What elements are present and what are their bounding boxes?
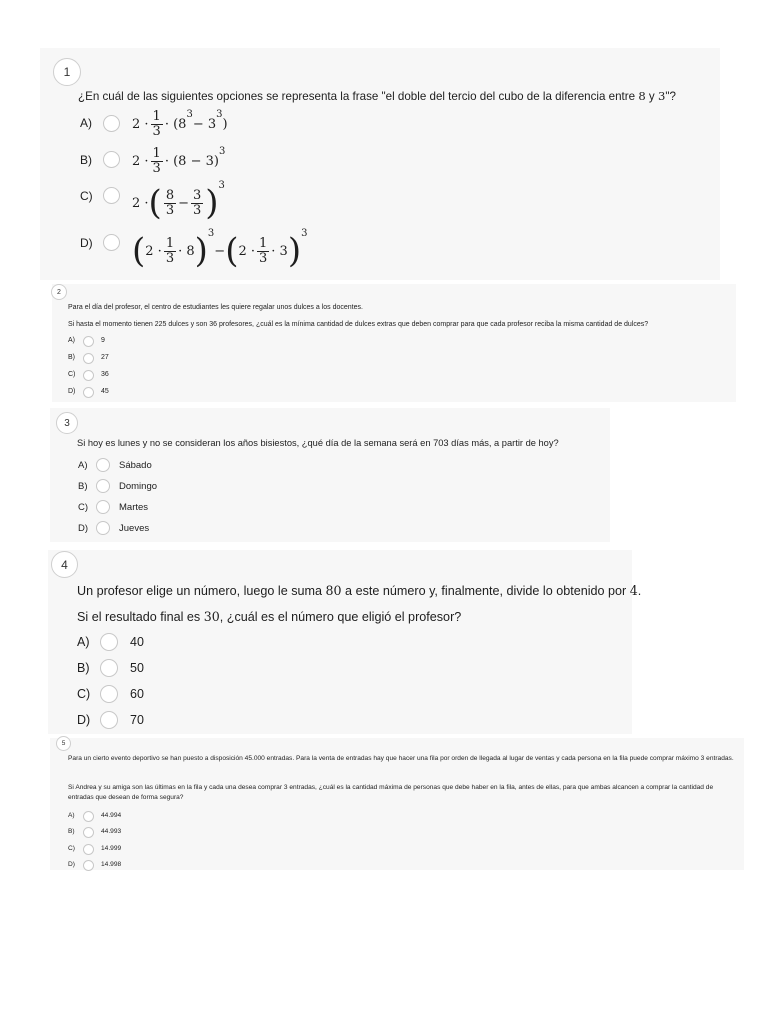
option-math: 2 · ( $\frac{8}{3}$ − $\frac{3}{3}$ ) 3	[132, 179, 225, 223]
radio-button[interactable]	[83, 387, 94, 398]
question-text: Si hasta el momento tienen 225 dulces y son 36 profesores, ¿cuál es la mínima cantidad de dulces extras que deben comprar para que cada profesor reciba la misma cantidad de dulces?	[68, 321, 649, 328]
question-number: 5	[56, 736, 71, 751]
option-letter: D)	[78, 523, 89, 534]
question-number: 3	[56, 412, 78, 434]
radio-button[interactable]	[103, 151, 120, 168]
question-text: Si Andrea y su amiga son las últimas en la fila y cada una desea comprar 3 entradas, ¿cuál es la cantidad máxima de personas que debe haber en la fila, antes de ellas, para que ambas alcancen a comprar la cantidad de entradas que desean de forma segura?	[68, 784, 714, 801]
option-letter: C)	[78, 502, 89, 513]
option-letter: C)	[80, 189, 93, 203]
option-letter: D)	[68, 861, 75, 868]
radio-button[interactable]	[83, 844, 94, 855]
option-value: 9	[101, 337, 105, 344]
radio-button[interactable]	[100, 685, 118, 703]
radio-button[interactable]	[83, 827, 94, 838]
option-letter: A)	[78, 460, 88, 471]
option-value: 45	[101, 388, 109, 395]
option-letter: B)	[77, 661, 90, 675]
radio-button[interactable]	[96, 521, 110, 535]
option-letter: C)	[68, 845, 75, 852]
radio-button[interactable]	[100, 633, 118, 651]
option-math: 2 · $\frac{1}{3}$ · (8 − 3) 3	[132, 145, 226, 176]
question-text: ¿En cuál de las siguientes opciones se representa la frase "el doble del tercio del cubo de la diferencia entre 8 y 3"?	[78, 89, 676, 103]
option-letter: C)	[77, 687, 91, 701]
option-letter: B)	[78, 481, 88, 492]
option-value: 14.998	[101, 861, 122, 868]
radio-button[interactable]	[83, 336, 94, 347]
radio-button[interactable]	[83, 353, 94, 364]
option-value: 70	[130, 713, 144, 727]
option-value: Jueves	[119, 523, 150, 534]
option-letter: A)	[68, 337, 75, 344]
option-letter: B)	[80, 153, 92, 167]
option-math: ( 2 · $\frac{1}{3}$ · 8 ) 3 − ( 2 · $\frac{1}{3}$ · 3 ) 3	[132, 227, 308, 271]
option-letter: D)	[77, 713, 91, 727]
option-value: 36	[101, 371, 109, 378]
option-value: 27	[101, 354, 109, 361]
option-value: Sábado	[119, 460, 152, 471]
question-2-card	[52, 284, 736, 402]
option-value: 14.999	[101, 845, 122, 852]
radio-button[interactable]	[96, 479, 110, 493]
radio-button[interactable]	[96, 500, 110, 514]
question-number: 2	[51, 284, 67, 300]
option-letter: C)	[68, 371, 76, 378]
option-value: 40	[130, 635, 144, 649]
option-letter: D)	[80, 236, 93, 250]
question-text: Si hoy es lunes y no se consideran los años bisiestos, ¿qué día de la semana será en 703 días más, a partir de hoy?	[77, 438, 559, 448]
question-3-card	[50, 408, 610, 542]
question-text: Si el resultado final es 30, ¿cuál es el número que eligió el profesor?	[77, 609, 462, 624]
question-text: Para el día del profesor, el centro de estudiantes les quiere regalar unos dulces a los docentes.	[68, 304, 363, 311]
option-letter: A)	[80, 116, 92, 130]
radio-button[interactable]	[83, 370, 94, 381]
radio-button[interactable]	[100, 659, 118, 677]
radio-button[interactable]	[96, 458, 110, 472]
radio-button[interactable]	[103, 115, 120, 132]
question-text: Para un cierto evento deportivo se han puesto a disposición 45.000 entradas. Para la venta de entradas hay que hacer una fila por orden de llegada al lugar de ventas y cada persona en la fila puede comprar máximo 3 entradas.	[68, 755, 734, 762]
radio-button[interactable]	[103, 234, 120, 251]
option-letter: A)	[77, 635, 90, 649]
radio-button[interactable]	[100, 711, 118, 729]
option-value: 44.993	[101, 828, 122, 835]
option-value: 60	[130, 687, 144, 701]
question-number: 1	[53, 58, 81, 86]
option-math: 2 · $\frac{1}{3}$ · (8 3 − 3 3 )	[132, 108, 228, 139]
option-letter: B)	[68, 354, 75, 361]
question-number: 4	[51, 551, 78, 578]
option-value: 50	[130, 661, 144, 675]
option-letter: D)	[68, 388, 76, 395]
radio-button[interactable]	[83, 811, 94, 822]
option-value: 44.994	[101, 812, 122, 819]
option-letter: B)	[68, 828, 75, 835]
option-value: Martes	[119, 502, 149, 513]
option-value: Domingo	[119, 481, 158, 492]
radio-button[interactable]	[103, 187, 120, 204]
question-text: Un profesor elige un número, luego le suma 80 a este número y, finalmente, divide lo obtenido por 4.	[77, 583, 642, 598]
radio-button[interactable]	[83, 860, 94, 871]
option-letter: A)	[68, 812, 75, 819]
